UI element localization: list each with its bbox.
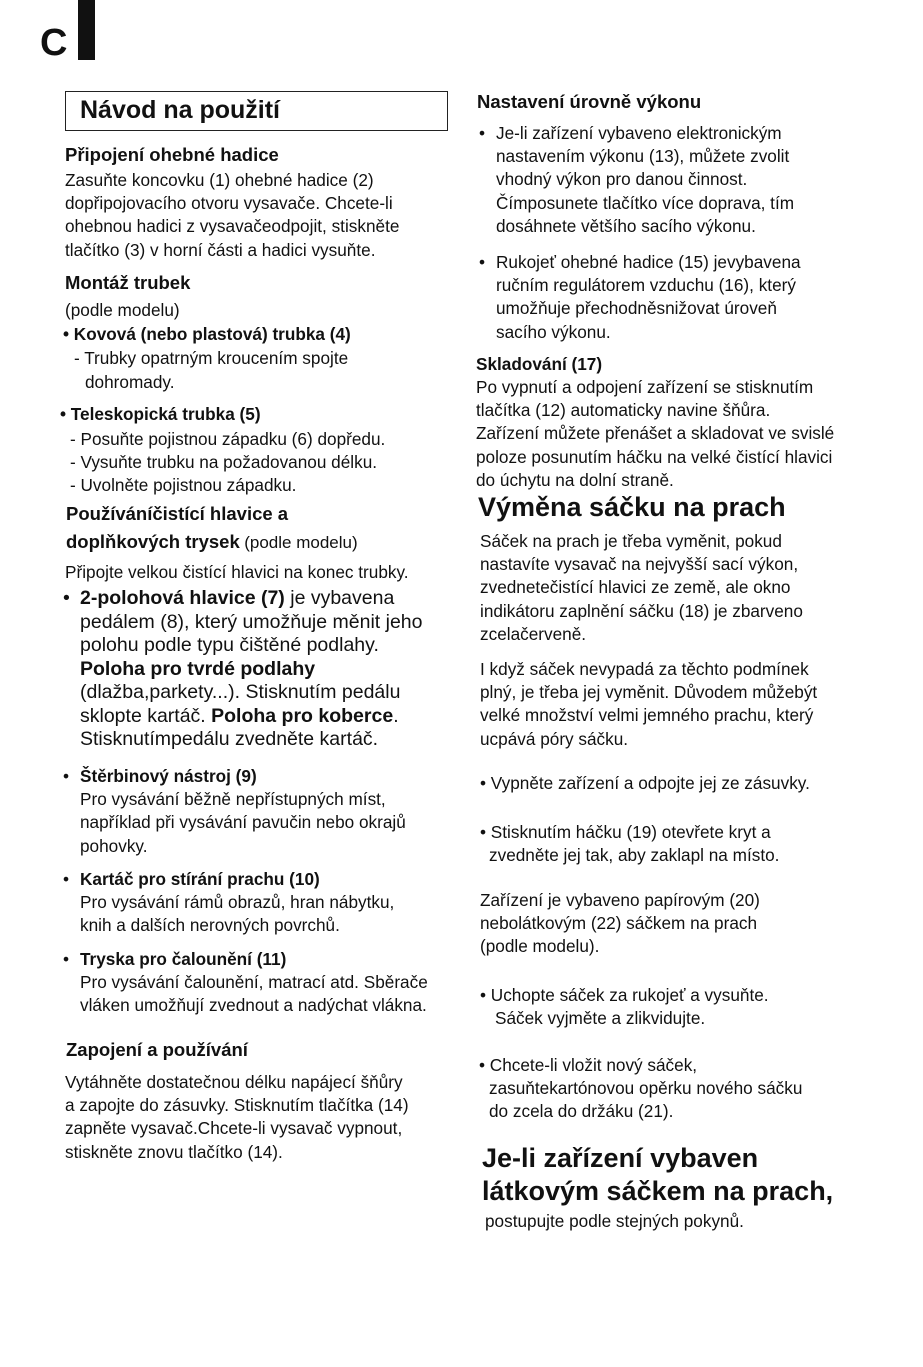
text-line: Zařízení můžete přenášet a skladovat ve svislé xyxy=(476,423,835,444)
text-line: (dlažba,parkety...). Stisknutím pedálu xyxy=(80,681,401,703)
text-line: pohovky. xyxy=(80,835,148,856)
title-box xyxy=(65,91,448,131)
text-line: nastavíte vysavač na nejvyšší sací výkon, xyxy=(480,554,799,575)
metal-tube-line: - Trubky opatrným kroucením spojte xyxy=(74,348,349,368)
text-line: plný, je třeba jej vyměnit. Důvodem můžebýt xyxy=(480,682,818,703)
head-heading-note: (podle modelu) xyxy=(244,533,358,552)
bag-step-1: • Vypněte zařízení a odpojte jej ze zásuvky. xyxy=(480,773,810,793)
connect-heading: Zapojení a používání xyxy=(66,1039,248,1060)
text-line: ohebnou hadici z vysavačeodpojit, stiskněte xyxy=(65,216,400,237)
text-line: velké množství velmi jemného prachu, který xyxy=(480,705,814,726)
bag-paragraph-2 xyxy=(480,658,817,751)
text-line: Sáček na prach je třeba vyměnit, pokud xyxy=(480,531,782,551)
text-line: vhodný výkon pro danou činnost. xyxy=(496,169,748,190)
text-line: Je-li zařízení vybaveno elektronickým xyxy=(496,123,782,143)
text-line: nebolátkovým (22) sáčkem na prach xyxy=(480,913,758,934)
text-line: Vytáhněte dostatečnou délku napájecí šňůry xyxy=(65,1072,403,1092)
text-span: . xyxy=(393,704,399,727)
text-line: a zapojte do zásuvky. Stisknutím tlačítka (14) xyxy=(65,1095,409,1116)
tubes-heading: Montáž trubek xyxy=(65,272,191,293)
text-line: knih a dalších nerovných povrchů. xyxy=(80,915,340,936)
head-heading-line2: doplňkových trysek xyxy=(66,531,240,552)
text-line xyxy=(80,705,460,729)
connect-text xyxy=(65,1071,409,1164)
crevice-tool-title: Štěrbinový nástroj (9) xyxy=(80,766,257,786)
hose-heading: Připojení ohebné hadice xyxy=(65,144,279,165)
text-line: - Vysuňte trubku na požadovanou délku. xyxy=(70,452,378,473)
text-line: dosáhnete většího sacího výkonu. xyxy=(496,215,756,236)
head-intro: Připojte velkou čistící hlavici na konec trubky. xyxy=(65,562,409,582)
text-line: nastavením výkonu (13), můžete zvolit xyxy=(496,146,790,167)
fabric-bag-heading-line2: látkovým sáčkem na prach, xyxy=(482,1176,834,1206)
text-line: vláken umožňují zvednout a nadýchat vlákna. xyxy=(80,995,427,1016)
text-line: sacího výkonu. xyxy=(496,321,611,342)
text-line: ručním regulátorem vzduchu (16), který xyxy=(496,275,796,296)
text-line: zapněte vysavač.Chcete-li vysavač vypnout, xyxy=(65,1118,403,1139)
text-line: Po vypnutí a odpojení zařízení se stisknutím xyxy=(476,377,814,397)
bullet-dot: • xyxy=(63,587,70,609)
head-heading-line1: Používáníčistící hlavice a xyxy=(66,503,289,524)
bullet-dot: • xyxy=(479,252,486,272)
text-line: zvedněte jej tak, aby zaklapl na místo. xyxy=(489,845,780,866)
text-line xyxy=(80,587,460,611)
text-line: Pro vysávání běžně nepřístupných míst, xyxy=(80,789,386,810)
text-line: • Chcete-li vložit nový sáček, xyxy=(479,1055,698,1075)
text-line: • Uchopte sáček za rukojeť a vysuňte. xyxy=(480,985,769,1005)
crevice-tool-text xyxy=(80,765,406,858)
text-line: poloze posunutím háčku na velké čistící hlavici xyxy=(476,446,833,467)
power-bullet-2 xyxy=(496,251,801,344)
bullet-dot: • xyxy=(63,949,70,969)
dust-brush-text xyxy=(80,868,394,938)
bag-paragraph-1 xyxy=(480,530,803,646)
text-line: Sáček vyjměte a zlikvidujte. xyxy=(495,1008,706,1029)
language-letter: C xyxy=(40,22,68,64)
text-line: zasuňtekartónovou opěrku nového sáčku xyxy=(489,1078,803,1099)
bullet-dot: • xyxy=(63,766,70,786)
text-line: Rukojeť ohebné hadice (15) jevybavena xyxy=(496,252,801,272)
fabric-bag-note: postupujte podle stejných pokynů. xyxy=(485,1211,744,1231)
text-line: - Uvolněte pojistnou západku. xyxy=(70,475,297,496)
text-line: zcelačerveně. xyxy=(480,623,587,644)
dust-brush-title: Kartáč pro stírání prachu (10) xyxy=(80,869,320,889)
text-line: Zařízení je vybaveno papírovým (20) xyxy=(480,890,760,910)
text-line: (podle modelu). xyxy=(480,936,600,957)
bag-step-3 xyxy=(480,984,769,1030)
bag-step-4 xyxy=(479,1054,802,1124)
text-line: tlačítko (3) v horní části a hadici vysuňte. xyxy=(65,239,376,260)
carpet-label: Poloha pro koberce xyxy=(211,704,394,727)
hard-floor-label: Poloha pro tvrdé podlahy xyxy=(80,657,316,680)
two-position-head-label: 2-polohová hlavice (7) xyxy=(80,587,285,609)
text-line: ucpává póry sáčku. xyxy=(480,728,629,749)
storage-text xyxy=(476,376,834,492)
power-heading: Nastavení úrovně výkonu xyxy=(477,91,702,112)
text-line: I když sáček nevypadá za těchto podmínek xyxy=(480,659,809,679)
text-line: do zcela do držáku (21). xyxy=(489,1101,674,1122)
text-span: je vybavena xyxy=(284,587,395,609)
text-line: Pro vysávání rámů obrazů, hran nábytku, xyxy=(80,892,395,913)
storage-heading: Skladování (17) xyxy=(476,354,603,374)
metal-tube-title: • Kovová (nebo plastová) trubka (4) xyxy=(63,324,351,344)
text-line: Stisknutímpedálu zvedněte kartáč. xyxy=(80,728,379,750)
text-line: tlačítka (12) automaticky navine šňůra. xyxy=(476,400,771,421)
text-line: indikátoru zaplnění sáčku (18) je zbarveno xyxy=(480,600,803,621)
text-line: - Posuňte pojistnou západku (6) dopředu. xyxy=(70,429,386,449)
text-line: dopřipojovacího otvoru vysavače. Chcete-li xyxy=(65,193,393,214)
text-line: umožňuje přechodněsnižovat úroveň xyxy=(496,298,777,319)
tele-tube-text xyxy=(70,428,385,498)
bag-step-2 xyxy=(480,821,779,867)
tele-tube-title: • Teleskopická trubka (5) xyxy=(60,404,261,424)
upholstery-nozzle-text xyxy=(80,948,428,1018)
text-line: například při vysávání pavučin nebo okrajů xyxy=(80,812,406,833)
text-line: • Stisknutím háčku (19) otevřete kryt a xyxy=(480,822,771,842)
upholstery-nozzle-title: Tryska pro čalounění (11) xyxy=(80,949,287,969)
fabric-bag-heading xyxy=(482,1142,833,1208)
two-position-head-text xyxy=(80,587,460,752)
text-line: polohu podle typu čištěné podlahy. xyxy=(80,634,379,656)
fabric-bag-heading-line1: Je-li zařízení vybaven xyxy=(482,1143,759,1173)
tubes-model: (podle modelu) xyxy=(65,300,180,320)
text-line: Pro vysávání čalounění, matrací atd. Sběrače xyxy=(80,972,428,993)
text-line: Zasuňte koncovku (1) ohebné hadice (2) xyxy=(65,170,374,190)
text-line: stiskněte znovu tlačítko (14). xyxy=(65,1141,283,1162)
page-title: Návod na použití xyxy=(80,96,280,124)
bullet-dot: • xyxy=(479,123,486,143)
text-line: do úchytu na dolní straně. xyxy=(476,469,674,490)
text-line: pedálem (8), který umožňuje měnit jeho xyxy=(80,610,423,633)
bullet-dot: • xyxy=(63,869,70,889)
power-bullet-1 xyxy=(496,122,794,238)
head-heading-line2-row xyxy=(66,531,358,553)
text-line: Čímposunete tlačítko více doprava, tím xyxy=(496,192,795,213)
bag-paragraph-3 xyxy=(480,889,760,959)
bag-heading: Výměna sáčku na prach xyxy=(478,492,786,522)
text-line: zvednetečistící hlavici ze země, ale okno xyxy=(480,577,791,598)
language-bar xyxy=(78,0,95,60)
metal-tube-line: dohromady. xyxy=(85,372,175,392)
text-span: sklopte kartáč. xyxy=(80,704,212,727)
hose-text xyxy=(65,169,399,262)
